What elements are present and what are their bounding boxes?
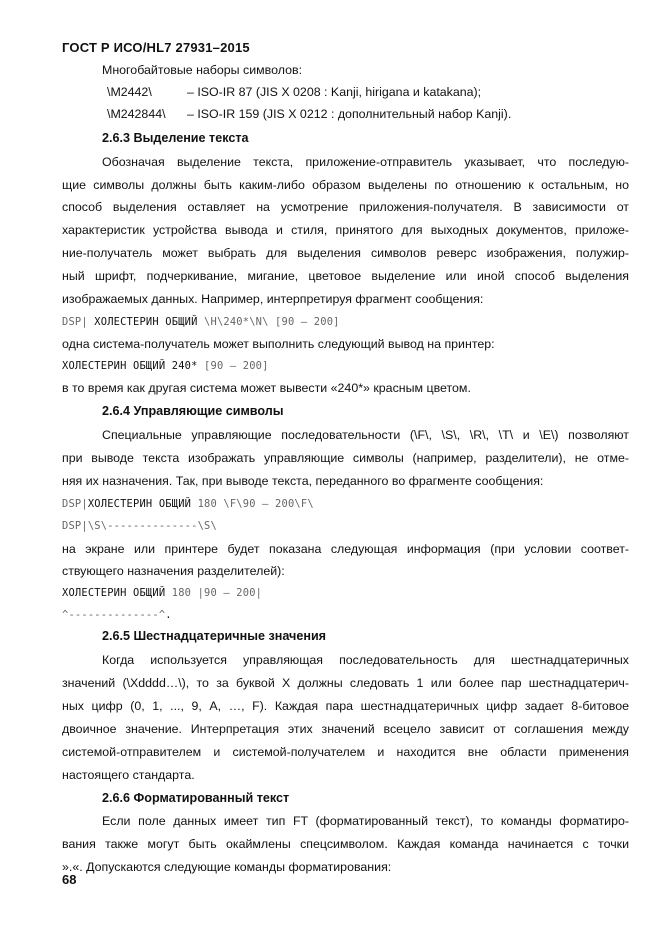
paragraph-line: на экране или принтере будет показана следующая информация (при условии соответ- bbox=[62, 542, 629, 556]
paragraph-line: ».«. Допускаются следующие команды форматирования: bbox=[62, 860, 392, 874]
paragraph-line: значений (\Xdddd…\), то за буквой X должны следовать 1 или более пар шестнадцатерич- bbox=[62, 676, 629, 690]
code-fragment: ^--------------^ bbox=[62, 609, 166, 621]
code-fragment: [90 – 200] bbox=[204, 360, 269, 372]
paragraph-line: способ выделения оставляет на усмотрение приложения-получателя. В зависимости от bbox=[62, 200, 629, 214]
multibyte-code: \M242844\ bbox=[107, 107, 166, 121]
paragraph-line: няя их назначения. Так, при выводе текста, переданного во фрагменте сообщения: bbox=[62, 474, 544, 488]
multibyte-item bbox=[107, 106, 511, 122]
code-fragment: ХОЛЕСТЕРИН ОБЩИЙ bbox=[87, 498, 198, 510]
multibyte-desc: – ISO-IR 87 (JIS X 0208 : Kanji, hirigana и katakana); bbox=[187, 85, 482, 99]
paragraph-line: при выводе текста изображать управляющие символы (например, разделители), не отме- bbox=[62, 451, 629, 465]
code-example bbox=[62, 607, 629, 623]
paragraph-line: изображаемых данных. Например, интерпретируя фрагмент сообщения: bbox=[62, 292, 484, 306]
multibyte-intro: Многобайтовые наборы символов: bbox=[102, 63, 303, 77]
paragraph-line: характеристик устройства вывода и стиля, принятого для выходных документов, приложе- bbox=[62, 223, 629, 237]
paragraph-line: двоичное значение. Интерпретация этих значений всецело зависит от соглашения между bbox=[62, 722, 629, 736]
paragraph-line: ных цифр (0, 1, ..., 9, A, …, F). Каждая пара шестнадцатеричных цифр задает 8-битовое bbox=[62, 699, 629, 713]
paragraph-line: Специальные управляющие последовательности (\F\, \S\, \R\, \T\ и \E\) позволяют bbox=[102, 428, 629, 442]
paragraph-line: системой-отправителем и системой-получателем и находится вне области применения bbox=[62, 745, 629, 759]
code-example bbox=[62, 585, 629, 601]
multibyte-desc: – ISO-IR 159 (JIS X 0212 : дополнительный набор Kanji). bbox=[187, 107, 512, 121]
paragraph-line: щие символы должны быть каким-либо образом выделены по отношению к остальным, но bbox=[62, 178, 629, 192]
code-example bbox=[62, 496, 629, 512]
code-example: DSP|\S\--------------\S\ bbox=[62, 520, 217, 532]
code-fragment: DSP| bbox=[62, 498, 88, 510]
paragraph-line: одна система-получатель может выполнить следующий вывод на принтер: bbox=[62, 337, 495, 351]
paragraph-line: Если поле данных имеет тип FT (форматированный текст), то команды форматиро- bbox=[102, 814, 629, 828]
page-number: 68 bbox=[62, 872, 77, 887]
paragraph-line: вания также могут быть окаймлены спецсимволом. Каждая команда начинается с точки bbox=[62, 837, 629, 851]
multibyte-item bbox=[107, 84, 481, 100]
section-heading-2-6-6: 2.6.6 Форматированный текст bbox=[102, 791, 290, 805]
code-example bbox=[62, 314, 629, 330]
code-fragment: \H\240*\N\ [90 – 200] bbox=[204, 316, 340, 328]
code-fragment: 180 \F\90 – 200\F\ bbox=[197, 498, 314, 510]
code-fragment: ХОЛЕСТЕРИН ОБЩИЙ bbox=[87, 316, 205, 328]
multibyte-code: \M2442\ bbox=[107, 85, 152, 99]
paragraph-line: ный шрифт, подчеркивание, мигание, цветовое выделение или иной способ выделения bbox=[62, 269, 629, 283]
paragraph-line: в то время как другая система может вывести «240*» красным цветом. bbox=[62, 381, 471, 395]
paragraph-line: Когда используется управляющая последовательность для шестнадцатеричных bbox=[102, 653, 629, 667]
paragraph-line: ствующего назначения разделителей): bbox=[62, 564, 285, 578]
code-fragment: ХОЛЕСТЕРИН ОБЩИЙ bbox=[62, 587, 172, 599]
code-fragment: DSP| bbox=[62, 316, 88, 328]
paragraph-line: настоящего стандарта. bbox=[62, 768, 195, 782]
code-example bbox=[62, 358, 629, 374]
section-heading-2-6-5: 2.6.5 Шестнадцатеричные значения bbox=[102, 629, 327, 643]
document-header: ГОСТ Р ИСО/HL7 27931–2015 bbox=[62, 40, 250, 55]
code-fragment: ХОЛЕСТЕРИН ОБЩИЙ 240* bbox=[62, 360, 205, 372]
paragraph-line: Обозначая выделение текста, приложение-отправитель указывает, что последую- bbox=[102, 155, 629, 169]
section-heading-2-6-3: 2.6.3 Выделение текста bbox=[102, 131, 249, 145]
paragraph-line: ние-получатель может выбрать для выделения символов реверс изображения, полужир- bbox=[62, 246, 629, 260]
section-heading-2-6-4: 2.6.4 Управляющие символы bbox=[102, 404, 284, 418]
code-fragment: 180 |90 – 200| bbox=[171, 587, 263, 599]
code-fragment: . bbox=[165, 609, 172, 621]
